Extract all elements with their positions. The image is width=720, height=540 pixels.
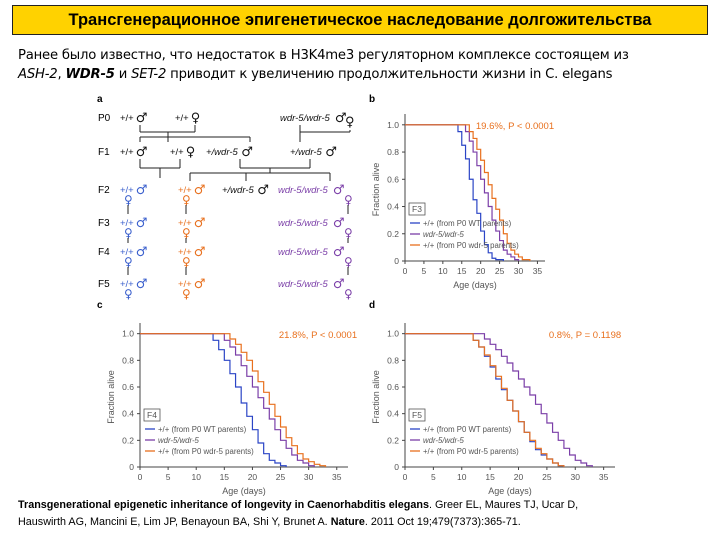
generation-label: F4 [147,410,157,420]
genotype-label: +/+ [170,147,184,158]
male-symbol-icon: ♂ [257,183,269,198]
legend-label: +/+ (from P0 wdr-5 parents) [158,447,254,456]
genotype-label: wdr-5/wdr-5 [278,218,328,229]
y-tick-label: 0.6 [387,174,399,185]
x-tick-label: 10 [438,266,448,276]
y-tick-label: 0.4 [387,201,399,212]
y-tick-label: 0 [394,256,399,266]
legend-label: +/+ (from P0 wdr-5 parents) [423,241,519,250]
genotype-label: +/wdr-5 [222,185,254,196]
genotype-label: +/+ [178,185,192,196]
x-tick-label: 20 [247,472,258,482]
x-tick-label: 15 [457,266,467,276]
citation-line-1 [18,497,708,514]
stat-annotation: 0.8%, P = 0.1198 [548,330,622,341]
y-tick-label: 0.4 [387,408,399,419]
legend-label: wdr-5/wdr-5 [423,230,464,239]
legend-label: +/+ (from P0 WT parents) [423,425,512,434]
y-tick-label: 0.6 [387,382,399,392]
genotype-label: wdr-5/wdr-5 [278,279,328,290]
legend-label: +/+ (from P0 WT parents) [423,219,512,228]
male-symbol-icon: ♂ [135,145,148,160]
genotype-label: +/+ [120,279,134,290]
pedigree-diagram [97,94,355,301]
generation-label: P0 [98,113,111,124]
x-tick-label: 35 [332,472,342,482]
genotype-label: wdr-5/wdr-5 [280,113,330,124]
female-symbol-icon: ♀ [345,115,355,130]
genotype-label: +/+ [178,247,192,258]
female-symbol-icon: ♀ [182,287,191,301]
x-tick-label: 30 [570,472,581,482]
male-symbol-icon: ♂ [325,145,337,160]
genotype-label: +/+ [120,113,134,124]
female-symbol-icon: ♀ [344,226,353,240]
x-axis-label: Age (days) [488,486,532,496]
legend-label: +/+ (from P0 WT parents) [158,425,247,434]
genotype-label: wdr-5/wdr-5 [278,247,328,258]
x-tick-label: 5 [421,266,427,276]
chart-panel-d [369,300,621,496]
stat-annotation: 19.6%, P < 0.0001 [475,121,555,132]
gene-ash2: ASH-2 [18,67,58,82]
male-symbol-icon: ♂ [135,216,148,231]
x-tick-label: 15 [485,472,495,482]
x-tick-label: 30 [303,472,314,482]
panel-label: b [369,94,376,105]
y-tick-label: 0.2 [387,435,399,446]
y-tick-label: 0.8 [387,355,399,366]
y-axis-label: Fraction alive [371,370,381,424]
male-symbol-icon: ♂ [193,277,206,292]
male-symbol-icon: ♂ [135,183,148,198]
generation-label: F2 [98,185,110,196]
citation-authors-1: . Greer EL, Maures TJ, Ucar D, [428,499,579,511]
female-symbol-icon: ♀ [182,193,191,207]
y-tick-label: 1.0 [122,328,134,339]
female-symbol-icon: ♀ [190,111,201,126]
genotype-label: +/wdr-5 [290,147,322,158]
legend-label: wdr-5/wdr-5 [158,436,199,445]
x-tick-label: 5 [431,472,436,482]
female-symbol-icon: ♀ [124,255,133,269]
female-symbol-icon: ♀ [124,226,133,240]
stat-annotation: 21.8%, P < 0.0001 [278,330,358,341]
x-tick-label: 25 [275,472,286,482]
y-axis-label: Fraction alive [371,162,381,217]
intro-line-1: Ранее было известно, что недостаток в H3K4me3 регуляторном комплексе состоящем из [18,48,629,63]
x-tick-label: 20 [513,472,524,482]
gene-set2: SET-2 [131,67,167,82]
x-axis-label: Age (days) [222,486,266,496]
genotype-label: +/+ [120,185,134,196]
generation-label: F3 [98,218,110,229]
chart-panel-b [369,94,554,290]
x-tick-label: 10 [457,472,467,482]
x-tick-label: 25 [494,266,505,276]
male-symbol-icon: ♂ [334,111,347,126]
y-tick-label: 0.4 [122,408,134,419]
genotype-label: +/+ [120,218,134,229]
chart-panel-c [97,300,357,496]
y-tick-label: 0.6 [122,382,134,392]
citation-line-2 [18,514,708,531]
y-tick-label: 1.0 [387,119,399,130]
citation-journal: Nature [330,516,365,528]
male-symbol-icon: ♂ [332,183,345,198]
x-tick-label: 15 [219,472,230,482]
male-symbol-icon: ♂ [332,245,345,260]
female-symbol-icon: ♀ [344,255,353,269]
y-tick-label: 0.8 [387,147,399,158]
legend-label: +/+ (from P0 wdr-5 parents) [423,447,519,456]
x-tick-label: 0 [402,266,408,276]
slide-title: Трансгенерационное эпигенетическое наследование долгожительства [68,10,652,29]
male-symbol-icon: ♂ [135,277,148,292]
intro-line-2-rest: приводит к увеличению продолжительности жизни in C. elegans [170,67,613,82]
genotype-label: +/+ [120,247,134,258]
citation-authors-2: Hauswirth AG, Mancini E, Lim JP, Benayoun BA, Shi Y, Brunet A. [18,516,328,528]
generation-label: F5 [98,279,110,290]
female-symbol-icon: ♀ [124,287,133,301]
genotype-label: +/+ [175,113,189,124]
x-tick-label: 35 [532,266,543,276]
male-symbol-icon: ♂ [332,277,345,292]
female-symbol-icon: ♀ [344,287,353,301]
y-tick-label: 0 [129,462,134,472]
x-tick-label: 0 [402,472,408,482]
female-symbol-icon: ♀ [344,193,353,207]
female-symbol-icon: ♀ [182,226,191,240]
male-symbol-icon: ♂ [332,216,345,231]
gene-wdr5: WDR-5 [65,67,115,82]
male-symbol-icon: ♂ [193,216,206,231]
x-axis-label: Age (days) [453,280,497,290]
y-tick-label: 0.2 [387,228,399,239]
panel-label: d [369,300,376,311]
male-symbol-icon: ♂ [193,183,206,198]
x-tick-label: 20 [475,266,486,276]
panel-label-a: a [97,94,103,105]
citation-ref: . 2011 Oct 19;479(7373):365-71. [364,516,521,528]
citation [18,497,708,531]
generation-label: F3 [412,204,422,214]
female-symbol-icon: ♀ [182,255,191,269]
x-tick-label: 30 [513,266,524,276]
intro-and: и [118,67,128,82]
generation-label: F4 [98,247,110,258]
generation-label: F5 [412,410,422,420]
panel-label: c [97,300,103,311]
male-symbol-icon: ♂ [241,145,253,160]
y-tick-label: 0 [394,462,399,472]
x-tick-label: 0 [137,472,143,482]
intro-line-2: ASH-2, WDR-5 и SET-2 приводит к увеличению продолжительности жизни in C. elegans [18,67,613,82]
citation-title: Transgenerational epigenetic inheritance of longevity in Caenorhabditis elegans [18,499,429,511]
generation-label: F1 [98,147,110,158]
genotype-label: +/wdr-5 [206,147,238,158]
x-tick-label: 35 [598,472,609,482]
y-tick-label: 0.2 [122,435,134,446]
genotype-label: wdr-5/wdr-5 [278,185,328,196]
female-symbol-icon: ♀ [185,145,196,160]
y-axis-label: Fraction alive [106,370,116,424]
female-symbol-icon: ♀ [124,193,133,207]
genotype-label: +/+ [178,218,192,229]
male-symbol-icon: ♂ [135,245,148,260]
x-tick-label: 25 [542,472,552,482]
x-tick-label: 5 [165,472,171,482]
legend-label: wdr-5/wdr-5 [423,436,464,445]
male-symbol-icon: ♂ [135,111,148,126]
genotype-label: +/+ [178,279,192,290]
male-symbol-icon: ♂ [193,245,206,260]
y-tick-label: 0.8 [122,355,134,366]
genotype-label: +/+ [120,147,134,158]
x-tick-label: 10 [191,472,201,482]
y-tick-label: 1.0 [387,328,399,339]
